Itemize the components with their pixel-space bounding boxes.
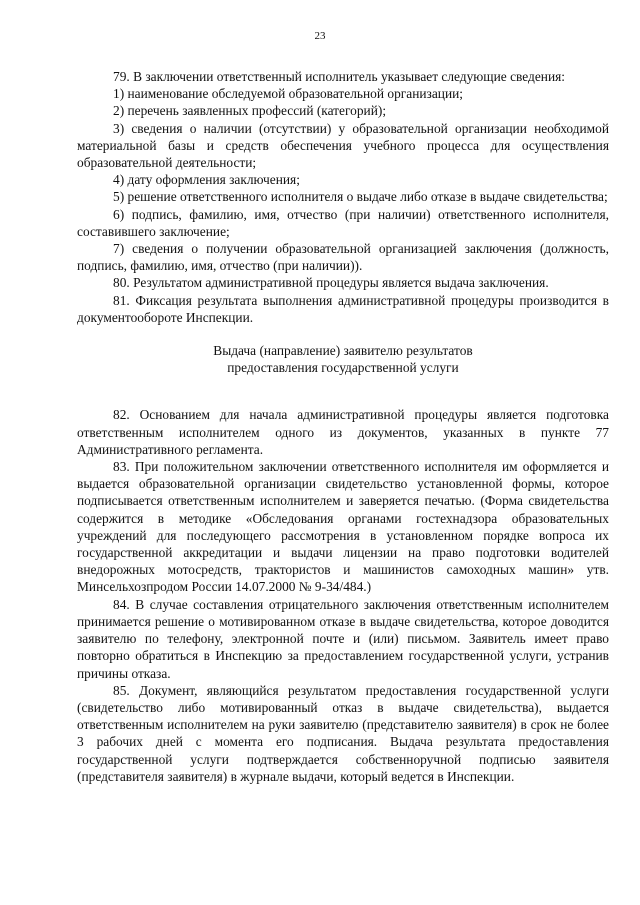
paragraph-81: 81. Фиксация результата выполнения административной процедуры производится в документообороте Инспекции. [77,292,609,325]
list-item-7: 7) сведения о получении образовательной организацией заключения (должность, подпись, фамилию, имя, отчество (при наличии)). [77,241,609,274]
list-item-2: 2) перечень заявленных профессий (категорий); [113,103,387,119]
list-item-6: 6) подпись, фамилию, имя, отчество (при наличии) ответственного исполнителя, составившего заключение; [77,206,609,239]
paragraph-84: 84. В случае составления отрицательного заключения ответственным исполнителем принимается решение о мотивированном отказе в выдаче свидетельства, которое доводится заявителю по телефону, электронной почте и (или) письмом. Заявитель имеет право повторно обратиться в Инспекцию за предоставлением государственной услуги, устранив причины отказа. [77,596,609,681]
section-heading [77,342,609,376]
section-heading-line-1: Выдача (направление) заявителю результатов [213,343,473,359]
paragraph-82: 82. Основанием для начала административной процедуры является подготовка ответственным исполнителем одного из документов, указанных в пункте 77 Административного регламента. [77,407,609,457]
paragraph-85: 85. Документ, являющийся результатом предоставления государственной услуги (свидетельство либо мотивированный отказ в выдаче свидетельства), выдается ответственным исполнителем на руки заявителю (представителю заявителя) в срок не более 3 рабочих дней с момента его подписания. Выдача результата предоставления государственной услуги подтверждается собственноручной подписью заявителя (представителя заявителя) в журнале выдачи, который ведется в Инспекции. [77,682,609,784]
section-heading-line-2: предоставления государственной услуги [227,360,459,376]
document-body [77,68,609,785]
paragraph-79: 79. В заключении ответственный исполнитель указывает следующие сведения: [113,69,565,84]
paragraph-80: 80. Результатом административной процедуры является выдача заключения. [113,275,549,291]
list-item-1: 1) наименование обследуемой образовательной организации; [113,86,463,102]
paragraph-83: 83. При положительном заключении ответственного исполнителя им оформляется и выдается образовательной организации свидетельство установленной формы, которое подписывается ответственным исполнителем и заверяется печатью. (Форма свидетельства содержится в методике «Обследования органами гостехнадзора образовательных учреждений для последующего рассмотрения в установленном порядке вопроса их государственной аккредитации и выдачи лицензии на право подготовки водителей внедорожных мотосредств, трактористов и машинистов самоходных машин» утв. Минсельхозпродом России 14.07.2000 № 9-34/484.) [77,459,609,595]
list-item-4: 4) дату оформления заключения; [113,172,300,188]
list-item-5: 5) решение ответственного исполнителя о выдаче либо отказе в выдаче свидетельства; [113,189,608,205]
list-item-3: 3) сведения о наличии (отсутствии) у образовательной организации необходимой материальной базы и средств обеспечения учебного процесса для осуществления образовательной деятельности; [77,120,609,171]
page-number: 23 [314,30,326,42]
